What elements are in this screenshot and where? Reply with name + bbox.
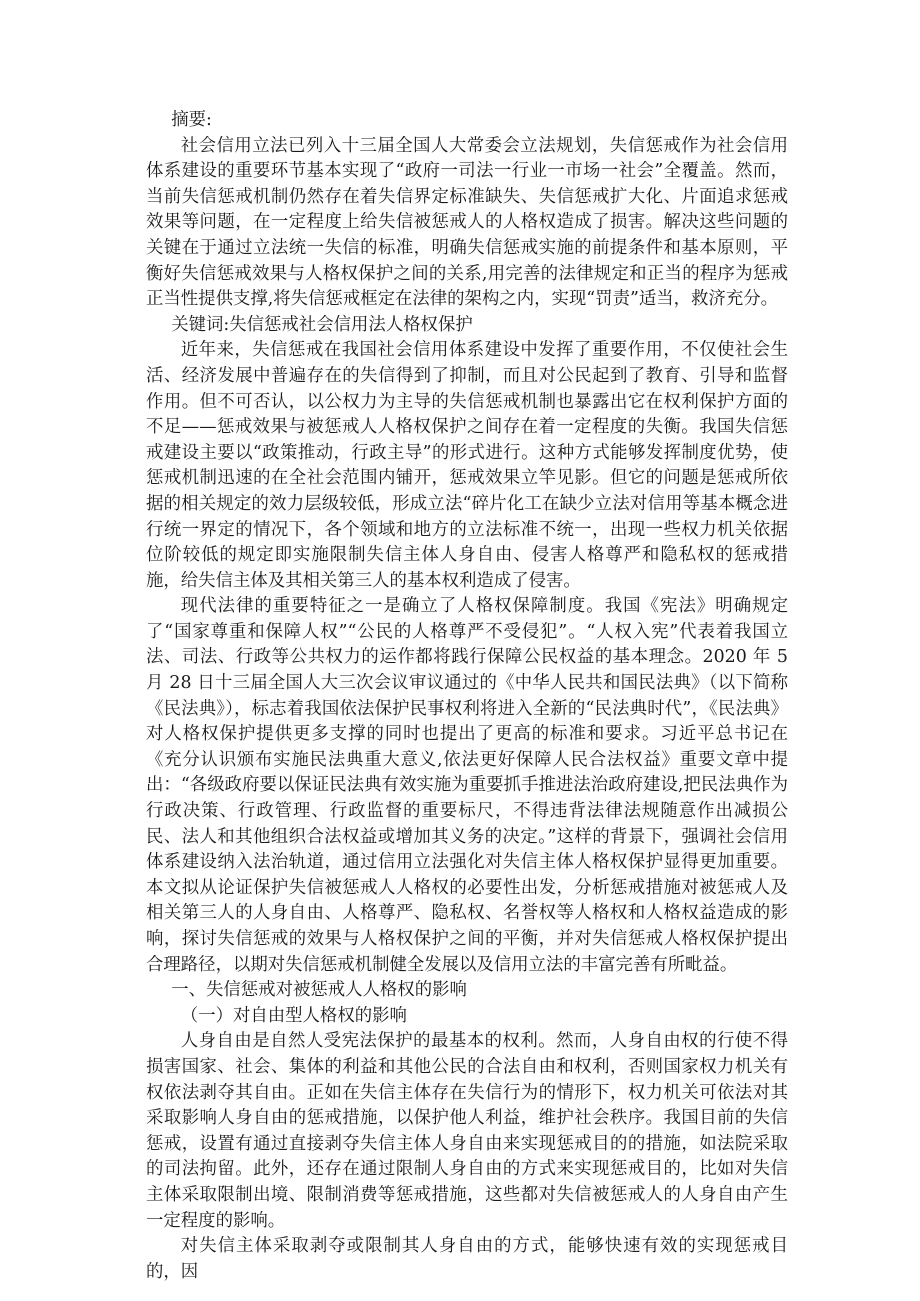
section-paragraph-2: 对失信主体采取剥夺或限制其人身自由的方式，能够快速有效的实现惩戒目的，因 bbox=[146, 1236, 788, 1282]
abstract-paragraph: 社会信用立法已列入十三届全国人大常委会立法规划，失信惩戒作为社会信用体系建设的重要环节基本实现了“政府一司法一行业一市场一社会”全覆盖。然而，当前失信惩戒机制仍然存在着失信界定标准缺失、失信惩戒扩大化、片面追求惩戒效果等问题，在一定程度上给失信被惩戒人的人格权造成了损害。解决这些问题的关键在于通过立法统一失信的标准，明确失信惩戒实施的前提条件和基本原则，平衡好失信惩戒效果与人格权保护之间的关系,用完善的法律规定和正当的程序为惩戒正当性提供支撑,将失信惩戒框定在法律的架构之内，实现“罚责”适当，救济充分。 bbox=[146, 135, 788, 310]
section-paragraph-1: 人身自由是自然人受宪法保护的最基本的权利。然而，人身自由权的行使不得损害国家、社会、集体的利益和其他公民的合法自由和权利，否则国家权力机关有权依法剥夺其自由。正如在失信主体存在失信行为的情形下，权力机关可依法对其采取影响人身自由的惩戒措施，以保护他人利益，维护社会秩序。我国目前的失信惩戒，设置有通过直接剥夺失信主体人身自由来实现惩戒目的的措施，如法院采取的司法拘留。此外，还存在通过限制人身自由的方式来实现惩戒目的，比如对失信主体采取限制出境、限制消费等惩戒措施，这些都对失信被惩戒人的人身自由产生一定程度的影响。 bbox=[146, 1031, 788, 1231]
document-body bbox=[146, 108, 788, 1285]
section-heading: 一、失信惩戒对被惩戒人人格权的影响 bbox=[171, 980, 467, 1001]
keywords-line: 关键词:失信惩戒社会信用法人格权保护 bbox=[171, 314, 473, 335]
intro-paragraph-1: 近年来，失信惩戒在我国社会信用体系建设中发挥了重要作用，不仅使社会生活、经济发展中普遍存在的失信得到了抑制，而且对公民起到了教育、引导和监督作用。但不可否认，以公权力为主导的失信惩戒机制也暴露出它在权利保护方面的不足——惩戒效果与被惩戒人人格权保护之间存在着一定程度的失衡。我国失信惩戒建设主要以“政策推动，行政主导”的形式进行。这种方式能够发挥制度优势，使惩戒机制迅速的在全社会范围内铺开，惩戒效果立竿见影。但它的问题是惩戒所依据的相关规定的效力层级较低，形成立法“碎片化工在缺少立法对信用等基本概念进行统一界定的情况下，各个领域和地方的立法标准不统一，出现一些权力机关依据位阶较低的规定即实施限制失信主体人身自由、侵害人格尊严和隐私权的惩戒措施，给失信主体及其相关第三人的基本权利造成了侵害。 bbox=[146, 340, 788, 591]
subsection-heading: （一）对自由型人格权的影响 bbox=[180, 1005, 407, 1026]
abstract-label: 摘要: bbox=[171, 110, 212, 130]
intro-paragraph-2: 现代法律的重要特征之一是确立了人格权保障制度。我国《宪法》明确规定了“国家尊重和保障人权”“公民的人格尊严不受侵犯”。“人权入宪”代表着我国立法、司法、行政等公共权力的运作都将践行保障公民权益的基本理念。2020 年 5 月 28 日十三届全国人大三次会议审议通过的《中华人民共和国民法典》（以下简称《民法典》），标志着我国依法保护民事权利将进入全新的“民法典时代”，《民法典》对人格权保护提供更多支撑的同时也提出了更高的标准和要求。习近平总书记在《充分认识颁布实施民法典重大意义,依法更好保障人民合法权益》重要文章中提出：“各级政府要以保证民法典有效实施为重要抓手推进法治政府建设,把民法典作为行政决策、行政管理、行政监督的重要标尺，不得违背法律法规随意作出减损公民、法人和其他组织合法权益或增加其义务的决定。”这样的背景下，强调社会信用体系建设纳入法治轨道，通过信用立法强化对失信主体人格权保护显得更加重要。本文拟从论证保护失信被惩戒人人格权的必要性出发，分析惩戒措施对被惩戒人及相关第三人的人身自由、人格尊严、隐私权、名誉权等人格权和人格权益造成的影响，探讨失信惩戒的效果与人格权保护之间的平衡，并对失信惩戒人格权保护提出合理路径，以期对失信惩戒机制健全发展以及信用立法的丰富完善有所毗益。 bbox=[146, 596, 788, 975]
